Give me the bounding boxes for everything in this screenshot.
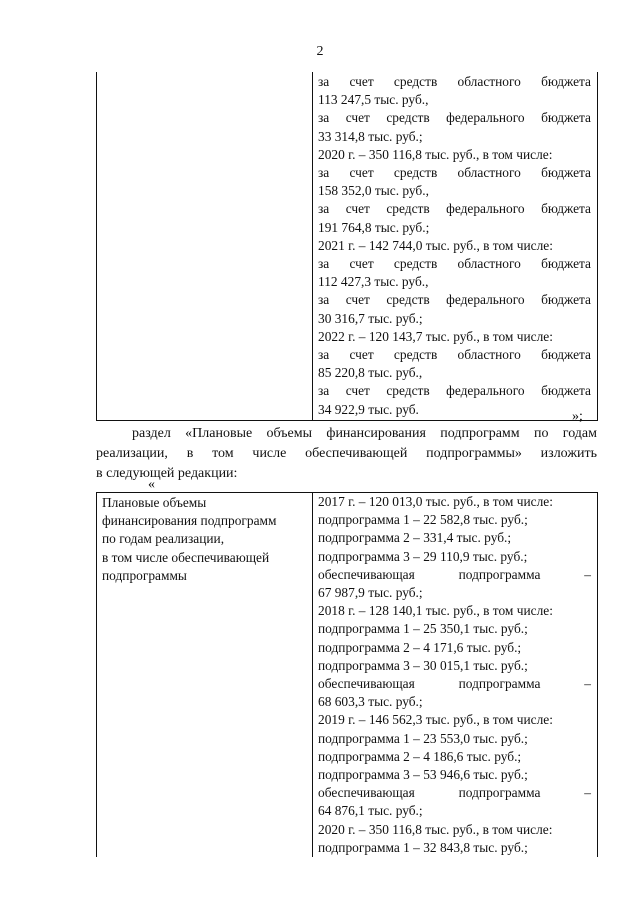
table-line: 112 427,3 тыс. руб., <box>318 274 429 290</box>
financing-table-continued <box>96 72 598 421</box>
table-line: подпрограмма 2 – 331,4 тыс. руб.; <box>318 530 512 546</box>
table-line: подпрограмма 3 – 30 015,1 тыс. руб.; <box>318 657 528 673</box>
table-line: 2017 г. – 120 013,0 тыс. руб., в том числе: <box>318 494 553 509</box>
table-row <box>97 72 598 420</box>
table-line: 34 922,9 тыс. руб. <box>318 401 419 417</box>
table-line: за счет средств областного бюджета <box>318 347 591 363</box>
financing-table-new <box>96 492 598 857</box>
table-line: обеспечивающая подпрограмма – <box>318 785 591 801</box>
table-line: 67 987,9 тыс. руб.; <box>318 585 423 601</box>
table-line: 113 247,5 тыс. руб., <box>318 92 429 108</box>
table-line: 85 220,8 тыс. руб., <box>318 365 423 381</box>
table-line: 2020 г. – 350 116,8 тыс. руб., в том числе: <box>318 146 553 162</box>
table-line: подпрограмма 1 – 23 553,0 тыс. руб.; <box>318 730 528 746</box>
table-cell-left-empty <box>97 72 313 420</box>
table-line: за счет средств федерального бюджета <box>318 201 591 217</box>
section-title-line: в том числе обеспечивающей <box>102 549 270 565</box>
table-row <box>97 493 598 858</box>
table-line: 2018 г. – 128 140,1 тыс. руб., в том числе: <box>318 603 553 619</box>
table-line: подпрограмма 2 – 4 171,6 тыс. руб.; <box>318 639 522 655</box>
table-line: за счет средств областного бюджета <box>318 74 591 89</box>
table-line: 2022 г. – 120 143,7 тыс. руб., в том числе: <box>318 328 553 344</box>
table-cell-right <box>313 493 598 858</box>
paragraph-line: раздел «Плановые объемы финансирования подпрограмм по годам <box>132 426 597 441</box>
table-line: 33 314,8 тыс. руб.; <box>318 128 423 144</box>
closing-quote: »; <box>572 409 583 424</box>
table-cell-left <box>97 493 313 858</box>
table-line: подпрограмма 1 – 32 843,8 тыс. руб.; <box>318 839 528 855</box>
amendment-paragraph <box>96 424 597 484</box>
table-cell-right <box>313 72 598 420</box>
table-line: 191 764,8 тыс. руб.; <box>318 219 430 235</box>
table-line: за счет средств федерального бюджета <box>318 292 591 308</box>
table-line: подпрограмма 1 – 25 350,1 тыс. руб.; <box>318 621 528 637</box>
table-line: 2019 г. – 146 562,3 тыс. руб., в том числе: <box>318 712 553 728</box>
table-line: за счет средств федерального бюджета <box>318 383 591 399</box>
paragraph-line: в следующей редакции: <box>96 466 238 481</box>
opening-quote: « <box>148 477 155 492</box>
section-title-line: подпрограммы <box>102 567 187 583</box>
table-line: за счет средств областного бюджета <box>318 256 591 272</box>
table-line: 2020 г. – 350 116,8 тыс. руб., в том числе: <box>318 821 553 837</box>
section-title-line: финансирования подпрограмм <box>102 513 277 529</box>
table-line: 158 352,0 тыс. руб., <box>318 183 429 199</box>
table-line: 64 876,1 тыс. руб.; <box>318 803 423 819</box>
table-line: обеспечивающая подпрограмма – <box>318 566 591 582</box>
table-line: обеспечивающая подпрограмма – <box>318 676 591 692</box>
paragraph-line: реализации, в том числе обеспечивающей подпрограммы» изложить <box>96 446 597 461</box>
table-line: подпрограмма 3 – 29 110,9 тыс. руб.; <box>318 548 528 564</box>
table-line: подпрограмма 2 – 4 186,6 тыс. руб.; <box>318 748 522 764</box>
table-line: за счет средств федерального бюджета <box>318 110 591 126</box>
section-title-line: Плановые объемы <box>102 495 207 510</box>
table-line: подпрограмма 3 – 53 946,6 тыс. руб.; <box>318 767 528 783</box>
page-number: 2 <box>316 44 324 59</box>
table-line: 30 316,7 тыс. руб.; <box>318 310 423 326</box>
table-line: подпрограмма 1 – 22 582,8 тыс. руб.; <box>318 512 528 528</box>
table-line: за счет средств областного бюджета <box>318 165 591 181</box>
table-line: 2021 г. – 142 744,0 тыс. руб., в том числе: <box>318 237 553 253</box>
table-line: 68 603,3 тыс. руб.; <box>318 694 423 710</box>
section-title-line: по годам реализации, <box>102 531 225 547</box>
